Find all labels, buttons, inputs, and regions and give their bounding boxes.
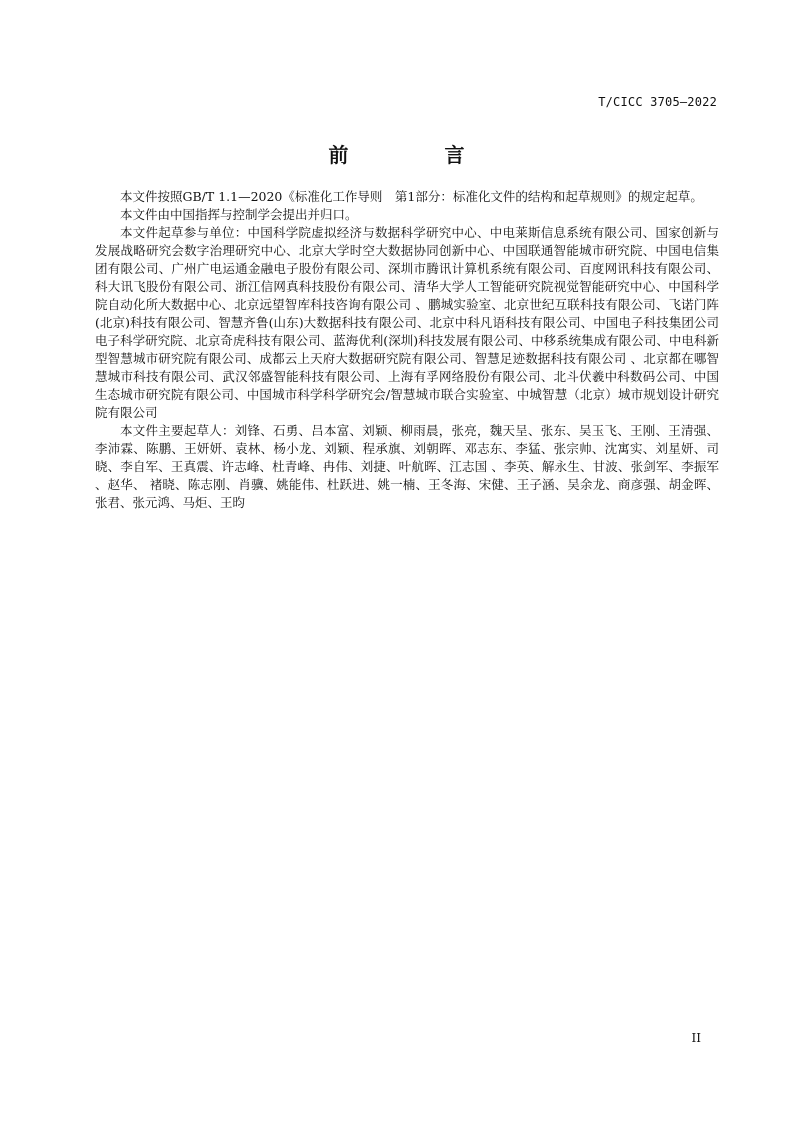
page-number: II (691, 1031, 701, 1045)
paragraph-participating-units: 本文件起草参与单位：中国科学院虚拟经济与数据科学研究中心、中电莱斯信息系统有限公司、国家创新与发展战略研究会数字治理研究中心、北京大学时空大数据协同创新中心、中国联通智能城市研究院、中国电信集团有限公司、广州广电运通金融电子股份有限公司、深圳市腾讯计算机系统有限公司、百度网讯科技有限公司、 科大讯飞股份有限公司、浙江信网真科技股份有限公司、清华大学人工智能研究院视觉智能研究中心、中国科学院自动化所大数据中心、北京远望智库科技咨询有限公司 、鹏城实验室、北京世纪互联科技有限公司、飞诺门阵(北京)科技有限公司、智慧齐鲁(山东)大数据科技有限公司、北京中科凡语科技有限公司、中国电子科技集团公司电子科学研究院、北京奇虎科技有限公司、蓝海优利(深圳)科技发展有限公司、中移系统集成有限公司、中电科新型智慧城市研究院有限公司、成都云上天府大数据研究院有限公司、智慧足迹数据科技有限公司 、北京都在哪智慧城市科技有限公司、武汉邻盛智能科技有限公司、上海有孚网络股份有限公司、北斗伏羲中科数码公司、中国生态城市研究院有限公司、中国城市科学科学研究会/智慧城市联合实验室、中城智慧（北京）城市规划设计研究院有限公司 (95, 225, 719, 420)
paragraph-main-drafters: 本文件主要起草人：刘锋、石勇、吕本富、刘颖、柳雨晨，张亮，魏天呈、张东、吴玉飞、王刚、王清强、李沛霖、陈鹏、王妍妍、袁林、杨小龙、刘颖、程承旗、刘朝晖、邓志东、李猛、张宗帅、沈寓实、刘星妍、司晓、李自军、王真震、许志峰、杜青峰、冉伟、刘捷、叶航晖、江志国 、李英、解永生、甘波、张剑军、李振军 、赵华、 褚晓、陈志刚、肖骥、姚能伟、杜跃进、姚一楠、王冬海、宋健、王子涵、吴余龙、商彦强、胡金晖、张君、张元鸿、马炬、王昀 (95, 423, 719, 510)
page-title: 前 言 (328, 143, 503, 167)
standard-code: T/CICC 3705—2022 (598, 95, 717, 109)
foreword-body (95, 188, 719, 512)
paragraph-drafting-rules: 本文件按照GB/T 1.1—2020《标准化工作导则 第1部分：标准化文件的结构和起草规则》的规定起草。 (120, 189, 703, 204)
paragraph-proposer: 本文件由中国指挥与控制学会提出并归口。 (120, 207, 358, 222)
